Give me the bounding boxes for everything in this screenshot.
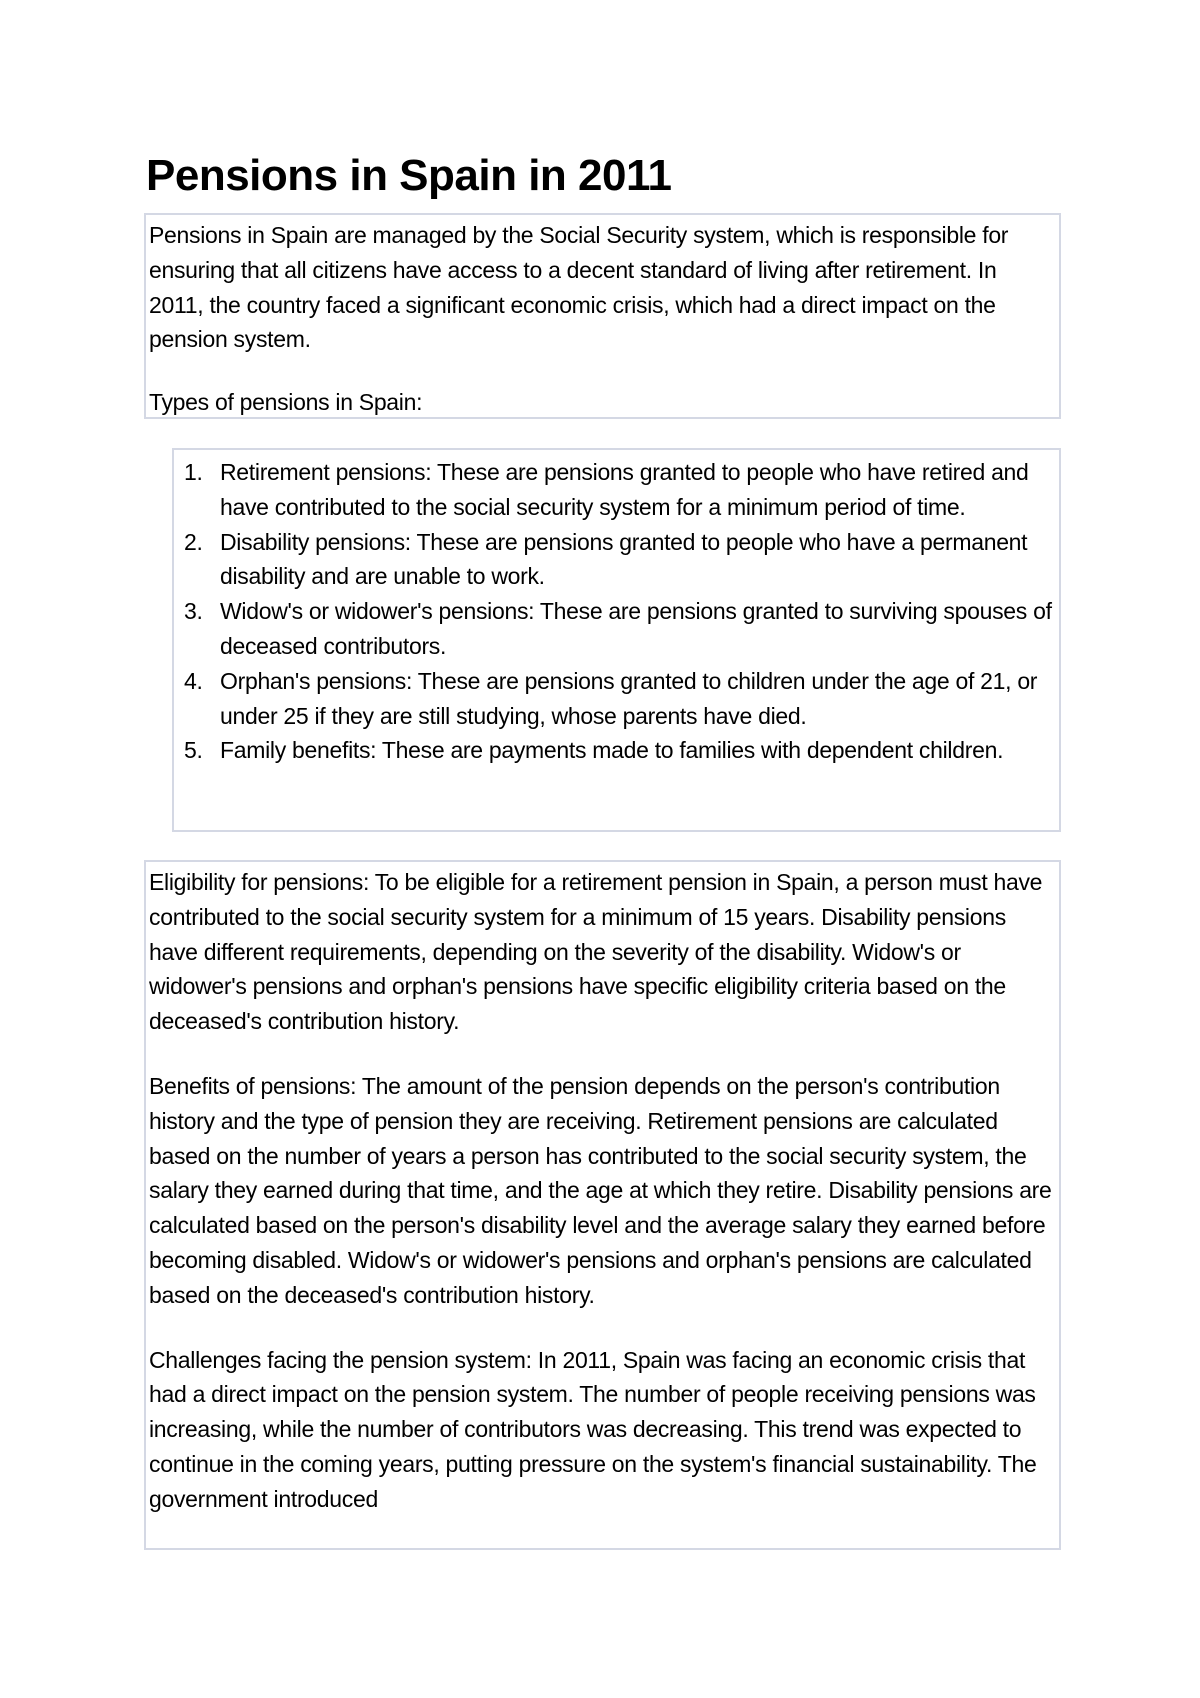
list-item-text: Family benefits: These are payments made to families with dependent children.: [220, 737, 1004, 764]
list-item: [174, 664, 1057, 734]
list-item-number: 3.: [184, 598, 203, 625]
intro-paragraph: Pensions in Spain are managed by the Social Security system, which is responsible for ensuring that all citizens have access to a decent standard of living after retirement. In 2011, the country faced a significant economic crisis, which had a direct impact on the pension system.: [149, 222, 1009, 353]
body-text-box: [144, 860, 1061, 1550]
list-item-number: 5.: [184, 737, 203, 764]
list-item: [174, 525, 1057, 595]
list-item-text: Widow's or widower's pensions: These are pensions granted to surviving spouses of deceased contributors.: [220, 598, 1052, 659]
types-heading: Types of pensions in Spain:: [149, 389, 423, 416]
list-item-text: Retirement pensions: These are pensions granted to people who have retired and have contributed to the social security system for a minimum period of time.: [220, 459, 1029, 520]
challenges-paragraph: Challenges facing the pension system: In 2011, Spain was facing an economic crisis that had a direct impact on the pension system. The number of people receiving pensions was increasing, while the number of contributors was decreasing. This trend was expected to continue in the coming years, putting pressure on the system's financial sustainability. The government introduced: [149, 1346, 1037, 1512]
page-title: Pensions in Spain in 2011: [146, 151, 672, 200]
list-item-number: 2.: [184, 528, 203, 555]
list-item-text: Disability pensions: These are pensions granted to people who have a permanent disability and are unable to work.: [220, 528, 1028, 590]
list-item: [174, 733, 1057, 768]
intro-text-box: [144, 213, 1061, 419]
list-item-number: 4.: [184, 667, 203, 694]
pension-types-list-box: [172, 448, 1061, 832]
pension-types-list: [174, 455, 1057, 768]
list-item-text: Orphan's pensions: These are pensions granted to children under the age of 21, or under 25 if they are still studying, whose parents have died.: [220, 667, 1038, 729]
benefits-paragraph: Benefits of pensions: The amount of the pension depends on the person's contribution history and the type of pension they are receiving. Retirement pensions are calculated based on the number of years a person has contributed to the social security system, the salary they earned during that time, and the age at which they retire. Disability pensions are calculated based on the person's disability level and the average salary they earned before becoming disabled. Widow's or widower's pensions and orphan's pensions are calculated based on the deceased's contribution history.: [149, 1072, 1052, 1308]
list-item: [174, 594, 1057, 664]
eligibility-paragraph: Eligibility for pensions: To be eligible for a retirement pension in Spain, a person must have contributed to the social security system for a minimum of 15 years. Disability pensions have different requirements, depending on the severity of the disability. Widow's or widower's pensions and orphan's pensions have specific eligibility criteria based on the deceased's contribution history.: [149, 869, 1043, 1035]
list-item: [174, 455, 1057, 525]
list-item-number: 1.: [184, 459, 203, 485]
